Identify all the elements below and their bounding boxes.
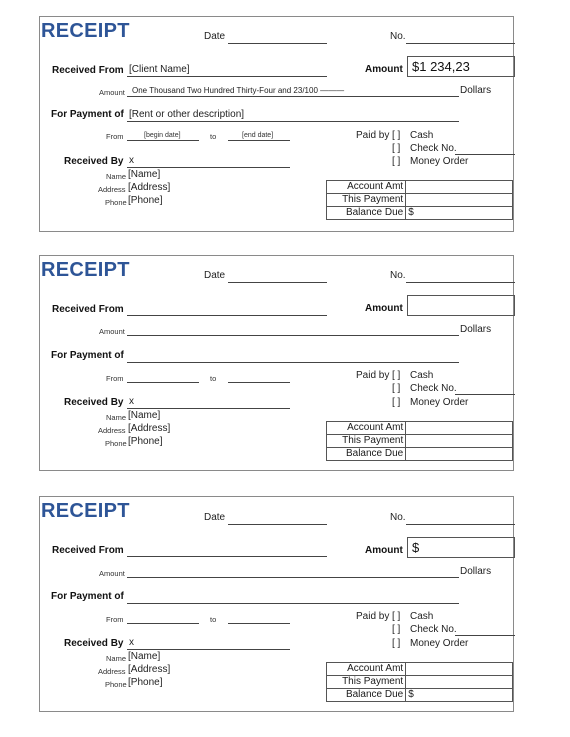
for-payment-field[interactable]: [127, 121, 459, 122]
from-label: From: [106, 132, 124, 141]
name-value: [Name]: [128, 169, 161, 180]
amount-words-label: Amount: [99, 88, 125, 97]
name-label: Name: [106, 413, 127, 422]
receipt-card: [39, 496, 514, 712]
receipt-number-label: No.: [390, 270, 406, 281]
to-date-field[interactable]: [228, 623, 290, 624]
check-checkbox[interactable]: [ ]: [392, 143, 401, 154]
received-from-field[interactable]: [127, 76, 327, 77]
address-value: [Address]: [128, 182, 171, 193]
balance-due-value[interactable]: $: [406, 689, 513, 702]
paid-by-label: Paid by: [356, 611, 390, 622]
money-order-option-label: Money Order: [410, 156, 469, 167]
received-by-value: x: [129, 155, 134, 166]
for-payment-field[interactable]: [127, 603, 459, 604]
account-amt-value[interactable]: [406, 663, 513, 676]
phone-value: [Phone]: [128, 677, 163, 688]
received-by-field[interactable]: [127, 649, 290, 650]
table-row: [327, 663, 513, 676]
check-number-field[interactable]: [455, 394, 515, 395]
this-payment-value[interactable]: [406, 676, 513, 689]
received-from-label: Received From: [52, 65, 124, 76]
dollars-label: Dollars: [460, 85, 492, 96]
balance-table: [326, 662, 513, 702]
phone-label: Phone: [105, 198, 127, 207]
balance-due-value[interactable]: $: [406, 207, 513, 220]
address-value: [Address]: [128, 423, 171, 434]
phone-value: [Phone]: [128, 195, 163, 206]
table-row: [327, 448, 513, 461]
receipt-number-field[interactable]: [406, 524, 515, 525]
balance-due-label: Balance Due: [327, 448, 406, 461]
cash-option-label: Cash: [410, 370, 434, 381]
phone-label: Phone: [105, 680, 127, 689]
name-value: [Name]: [128, 410, 161, 421]
dollars-label: Dollars: [460, 566, 492, 577]
this-payment-label: This Payment: [327, 194, 406, 207]
paid-by-label: Paid by: [356, 370, 390, 381]
check-option-label: Check No.: [410, 143, 457, 154]
account-amt-label: Account Amt: [327, 663, 406, 676]
paid-by-label: Paid by: [356, 130, 390, 141]
receipt-title: RECEIPT: [41, 500, 130, 522]
from-date-field[interactable]: [127, 623, 199, 624]
received-from-label: Received From: [52, 304, 124, 315]
table-row: [327, 181, 513, 194]
cash-checkbox[interactable]: [ ]: [392, 130, 401, 141]
receipt-title: RECEIPT: [41, 20, 130, 42]
account-amt-value[interactable]: [406, 181, 513, 194]
cash-checkbox[interactable]: [ ]: [392, 611, 401, 622]
name-label: Name: [106, 172, 127, 181]
phone-label: Phone: [105, 439, 127, 448]
for-payment-label: For Payment of: [51, 350, 124, 361]
received-by-field[interactable]: [127, 167, 290, 168]
name-label: Name: [106, 654, 127, 663]
for-payment-label: For Payment of: [51, 591, 124, 602]
amount-words-field[interactable]: [127, 577, 459, 578]
amount-words-field[interactable]: [127, 96, 459, 97]
receipt-card: [39, 255, 514, 471]
date-field[interactable]: [228, 282, 327, 283]
receipt-number-field[interactable]: [406, 282, 515, 283]
this-payment-value[interactable]: [406, 194, 513, 207]
table-row: [327, 422, 513, 435]
received-from-field[interactable]: [127, 556, 327, 557]
balance-table: [326, 180, 513, 220]
received-by-label: Received By: [64, 638, 124, 649]
address-label: Address: [98, 667, 126, 676]
for-payment-value: [Rent or other description]: [129, 109, 245, 120]
to-date-value: [end date]: [242, 132, 274, 139]
amount-label: Amount: [365, 303, 403, 314]
amount-label: Amount: [365, 64, 403, 75]
amount-box[interactable]: $: [407, 537, 515, 558]
for-payment-field[interactable]: [127, 362, 459, 363]
receipt-card: [39, 16, 514, 232]
cash-option-label: Cash: [410, 130, 434, 141]
received-by-value: x: [129, 637, 134, 648]
check-checkbox[interactable]: [ ]: [392, 383, 401, 394]
amount-box[interactable]: [407, 295, 515, 316]
amount-words-field[interactable]: [127, 335, 459, 336]
date-label: Date: [204, 31, 226, 42]
this-payment-label: This Payment: [327, 676, 406, 689]
table-row: [327, 207, 513, 220]
money-order-option-label: Money Order: [410, 397, 469, 408]
this-payment-label: This Payment: [327, 435, 406, 448]
from-date-field[interactable]: [127, 140, 199, 141]
money-order-checkbox[interactable]: [ ]: [392, 638, 401, 649]
check-checkbox[interactable]: [ ]: [392, 624, 401, 635]
balance-due-label: Balance Due: [327, 689, 406, 702]
check-option-label: Check No.: [410, 624, 457, 635]
address-label: Address: [98, 185, 126, 194]
date-label: Date: [204, 270, 226, 281]
received-by-label: Received By: [64, 156, 124, 167]
this-payment-value[interactable]: [406, 435, 513, 448]
receipt-number-label: No.: [390, 31, 406, 42]
received-by-field[interactable]: [127, 408, 290, 409]
to-date-field[interactable]: [228, 140, 290, 141]
for-payment-label: For Payment of: [51, 109, 124, 120]
from-label: From: [106, 374, 124, 383]
amount-box[interactable]: $1 234,23: [407, 56, 515, 77]
table-row: [327, 676, 513, 689]
table-row: [327, 194, 513, 207]
amount-words-value: One Thousand Two Hundred Thirty-Four and 23/100 ———: [132, 86, 345, 95]
from-date-field[interactable]: [127, 382, 199, 383]
address-label: Address: [98, 426, 126, 435]
balance-due-value[interactable]: [406, 448, 513, 461]
balance-due-label: Balance Due: [327, 207, 406, 220]
received-from-label: Received From: [52, 545, 124, 556]
money-order-checkbox[interactable]: [ ]: [392, 397, 401, 408]
phone-value: [Phone]: [128, 436, 163, 447]
to-label: to: [210, 615, 217, 624]
balance-table: [326, 421, 513, 461]
date-label: Date: [204, 512, 226, 523]
from-date-value: [begin date]: [144, 132, 181, 139]
address-value: [Address]: [128, 664, 171, 675]
to-label: to: [210, 374, 217, 383]
account-amt-value[interactable]: [406, 422, 513, 435]
table-row: [327, 435, 513, 448]
received-by-value: x: [129, 396, 134, 407]
check-option-label: Check No.: [410, 383, 457, 394]
amount-words-label: Amount: [99, 327, 125, 336]
date-field[interactable]: [228, 524, 327, 525]
received-by-label: Received By: [64, 397, 124, 408]
money-order-checkbox[interactable]: [ ]: [392, 156, 401, 167]
receipt-number-label: No.: [390, 512, 406, 523]
amount-words-label: Amount: [99, 569, 125, 578]
account-amt-label: Account Amt: [327, 422, 406, 435]
account-amt-label: Account Amt: [327, 181, 406, 194]
money-order-option-label: Money Order: [410, 638, 469, 649]
cash-checkbox[interactable]: [ ]: [392, 370, 401, 381]
to-date-field[interactable]: [228, 382, 290, 383]
check-number-field[interactable]: [455, 635, 515, 636]
from-label: From: [106, 615, 124, 624]
date-field[interactable]: [228, 43, 327, 44]
check-number-field[interactable]: [455, 154, 515, 155]
name-value: [Name]: [128, 651, 161, 662]
receipt-number-field[interactable]: [406, 43, 515, 44]
table-row: [327, 689, 513, 702]
amount-label: Amount: [365, 545, 403, 556]
to-label: to: [210, 132, 217, 141]
cash-option-label: Cash: [410, 611, 434, 622]
received-from-field[interactable]: [127, 315, 327, 316]
receipt-title: RECEIPT: [41, 259, 130, 281]
dollars-label: Dollars: [460, 324, 492, 335]
received-from-value: [Client Name]: [129, 64, 190, 75]
